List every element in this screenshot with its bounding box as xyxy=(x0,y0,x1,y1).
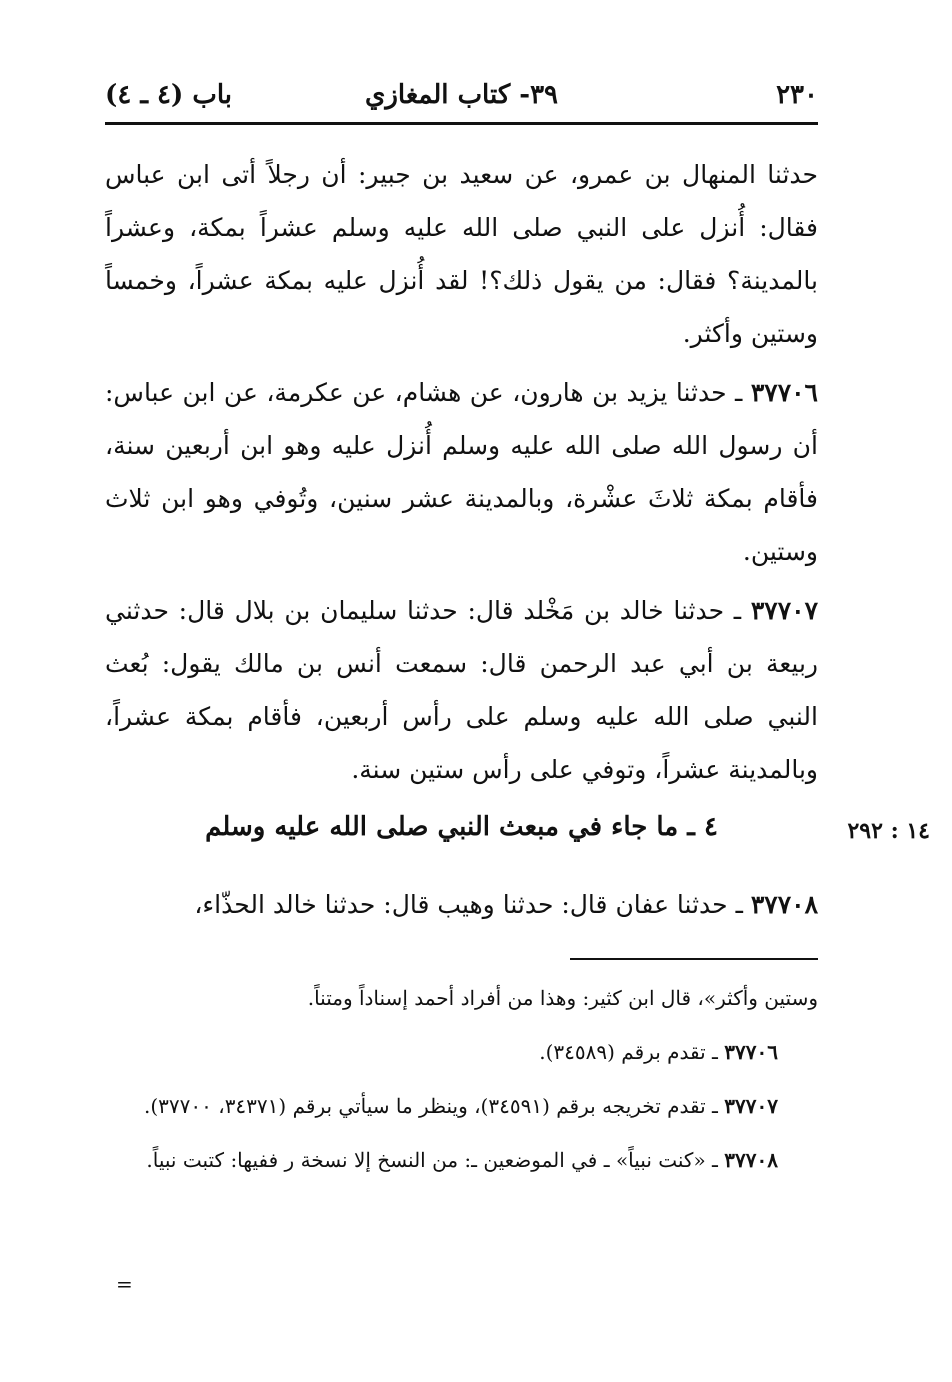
running-header xyxy=(105,78,818,118)
hadith-number: ٣٧٧٠٦ xyxy=(750,378,818,407)
hadith-number: ٣٧٧٠٧ xyxy=(750,596,818,625)
paragraph-text: حدثنا المنهال بن عمرو، عن سعيد بن جبير: أن رجلاً أتى ابن عباس فقال: أُنزل على النبي صلى الله عليه وسلم عشراً بمكة، وعشراً بالمدينة؟ فقال: من يقول ذلك؟! لقد أُنزل عليه بمكة عشراً، وخمساً وستين وأكثر. xyxy=(105,160,818,348)
footnote-number: ٣٧٧٠٧ xyxy=(724,1094,778,1118)
chapter-reference: باب (٤ ـ ٤) xyxy=(105,80,232,110)
paragraph-4 xyxy=(105,878,818,931)
footnote-text: ـ تقدم تخريجه برقم (٣٤٥٩١)، وينظر ما سيأتي برقم (٣٤٣٧١، ٣٧٧٠٠). xyxy=(143,1094,718,1118)
paragraph-text: ـ حدثنا خالد بن مَخْلد قال: حدثنا سليمان بن بلال قال: حدثني ربيعة بن أبي عبد الرحمن قال: سمعت أنس بن مالك يقول: بُعث النبي صلى الله عليه وسلم على رأس أربعين، فأقام بمكة عشراً، وبالمدينة عشراً، وتوفي على رأس ستين سنة. xyxy=(105,596,818,784)
header-divider xyxy=(105,122,818,125)
continuation-mark: = xyxy=(116,1272,133,1296)
footnote-item xyxy=(105,1084,818,1128)
hadith-number: ٣٧٧٠٨ xyxy=(750,890,818,919)
page-number: ٢٣٠ xyxy=(776,80,818,110)
footnote-text: ـ تقدم برقم (٣٤٥٨٩). xyxy=(539,1040,718,1064)
footnote-divider xyxy=(570,958,818,960)
footnote-item xyxy=(105,1138,818,1182)
paragraph-2 xyxy=(105,366,818,578)
paragraph-text: ـ حدثنا عفان قال: حدثنا وهيب قال: حدثنا خالد الحذّاء، xyxy=(194,890,743,919)
paragraph-1 xyxy=(105,148,818,360)
footnote-item xyxy=(105,1030,818,1074)
paragraph-3 xyxy=(105,584,818,796)
footnotes xyxy=(105,976,818,1192)
footnote-text: وستين وأكثر»، قال ابن كثير: وهذا من أفراد أحمد إسناداً ومتناً. xyxy=(307,986,818,1010)
book-title: ٣٩- كتاب المغازي xyxy=(364,80,558,110)
section-heading: ٤ ـ ما جاء في مبعث النبي صلى الله عليه وسلم xyxy=(205,812,718,842)
footnote-item xyxy=(105,976,818,1020)
footnote-text: ـ «كنت نبياً» ـ في الموضعين ـ: من النسخ إلا نسخة ر ففيها: كتبت نبياً. xyxy=(146,1148,718,1172)
footnote-number: ٣٧٧٠٦ xyxy=(724,1040,778,1064)
footnote-number: ٣٧٧٠٨ xyxy=(724,1148,778,1172)
margin-reference: ١٤ : ٢٩٢ xyxy=(847,818,930,844)
paragraph-text: ـ حدثنا يزيد بن هارون، عن هشام، عن عكرمة، عن ابن عباس: أن رسول الله صلى الله عليه وسلم أُنزل عليه وهو ابن أربعين سنة، فأقام بمكة ثلاثَ عشْرة، وبالمدينة عشر سنين، وتُوفي وهو ابن ثلاث وستين. xyxy=(105,378,818,566)
